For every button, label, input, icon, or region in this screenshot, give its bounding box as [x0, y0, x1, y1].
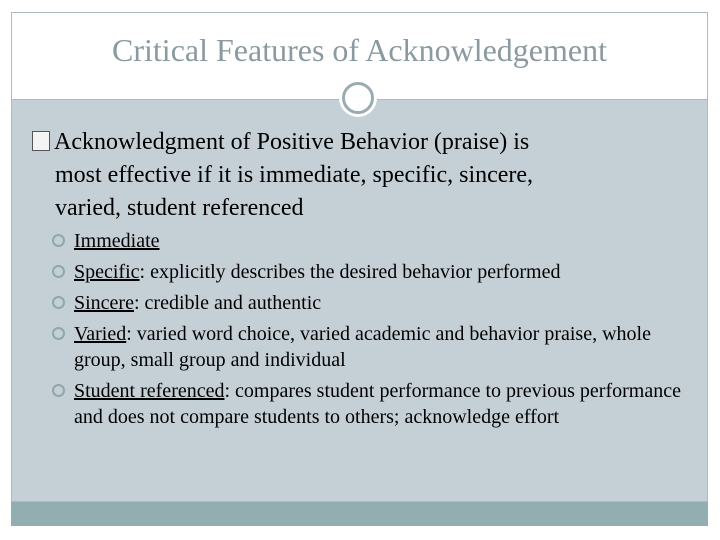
checkbox-icon [32, 131, 50, 151]
main-bullet-line3: varied, student referenced [55, 195, 304, 221]
ring-bullet-icon [52, 327, 65, 340]
sub-bullet-specific [52, 259, 702, 285]
sub-bullet-term: Varied [74, 323, 127, 345]
main-bullet-line1: Acknowledgment of Positive Behavior (praise) is [54, 129, 530, 155]
ring-bullet-icon [52, 384, 65, 397]
sub-bullet-text: : explicitly describes the desired behavior performed [139, 261, 561, 283]
sub-bullet-immediate [52, 228, 702, 254]
sub-bullet-term: Specific [74, 261, 140, 283]
sub-bullet-text: : credible and authentic [133, 292, 322, 314]
bottom-band [11, 502, 708, 526]
sub-bullet-text: : compares student performance to previous performance and does not compare students to others; acknowledge effort [74, 380, 681, 428]
sub-bullet-text: : varied word choice, varied academic and behavior praise, whole group, small group and individual [74, 323, 651, 371]
main-bullet [32, 126, 682, 225]
sub-bullet-varied [52, 321, 702, 373]
sub-bullet-term: Sincere [74, 292, 134, 314]
sub-bullet-term: Immediate [74, 230, 160, 252]
ring-bullet-icon [52, 296, 65, 309]
circle-ornament-ring [342, 82, 374, 114]
sub-bullet-sincere [52, 290, 702, 316]
slide-title: Critical Features of Acknowledgement [112, 32, 607, 68]
ring-bullet-icon [52, 234, 65, 247]
sub-bullet-list [52, 228, 702, 435]
sub-bullet-term: Student referenced [74, 380, 225, 402]
sub-bullet-student-referenced [52, 378, 702, 430]
ring-bullet-icon [52, 265, 65, 278]
main-bullet-line2: most effective if it is immediate, specific, sincere, [55, 162, 534, 188]
